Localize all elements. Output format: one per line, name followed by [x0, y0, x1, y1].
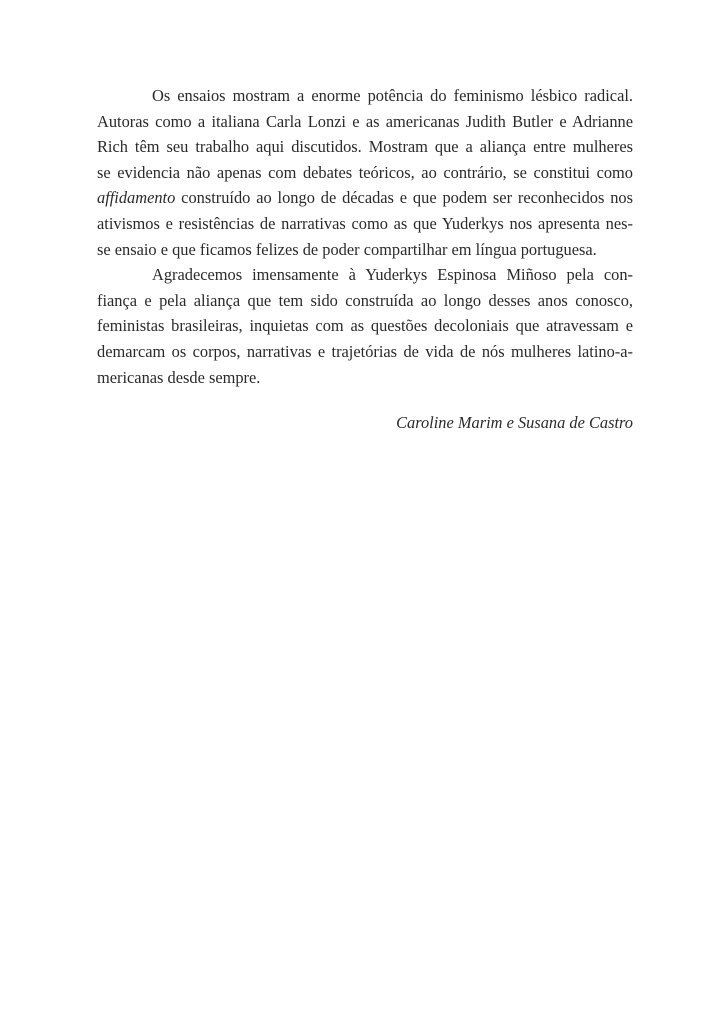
paragraph-1-line-6: ativismos e resistências de narrativas como as que Yuderkys nos apresenta nes-	[97, 213, 633, 233]
line-continuation: construído ao longo de décadas e que podem ser reconhecidos nos	[175, 188, 633, 208]
signature: Caroline Marim e Susana de Castro	[396, 413, 633, 432]
paragraph-2-line-5: mericanas desde sempre.	[97, 367, 261, 387]
paragraph-1-line-3: Rich têm seu trabalho aqui discutidos. Mostram que a aliança entre mulheres	[97, 137, 633, 157]
paragraph-2-line-4: demarcam os corpos, narrativas e trajetórias de vida de nós mulheres latino-a-	[97, 341, 633, 361]
paragraph-2-line-2: fiança e pela aliança que tem sido construída ao longo desses anos conosco,	[97, 290, 633, 310]
paragraph-1-line-2: Autoras como a italiana Carla Lonzi e as americanas Judith Butler e Adrianne	[97, 111, 633, 131]
paragraph-2-line-1: Agradecemos imensamente à Yuderkys Espinosa Miñoso pela con-	[152, 265, 633, 285]
body-text	[97, 83, 633, 390]
paragraph-2-line-3: feministas brasileiras, inquietas com as questões decoloniais que atravessam e	[97, 316, 633, 336]
paragraph-1-line-4: se evidencia não apenas com debates teóricos, ao contrário, se constitui como	[97, 162, 633, 182]
paragraph-1-line-5	[97, 185, 633, 211]
paragraph-1-line-1: Os ensaios mostram a enorme potência do feminismo lésbico radical.	[152, 86, 633, 105]
paragraph-1-line-7: se ensaio e que ficamos felizes de poder compartilhar em língua portuguesa.	[97, 239, 597, 259]
italic-term: affidamento	[97, 188, 176, 208]
